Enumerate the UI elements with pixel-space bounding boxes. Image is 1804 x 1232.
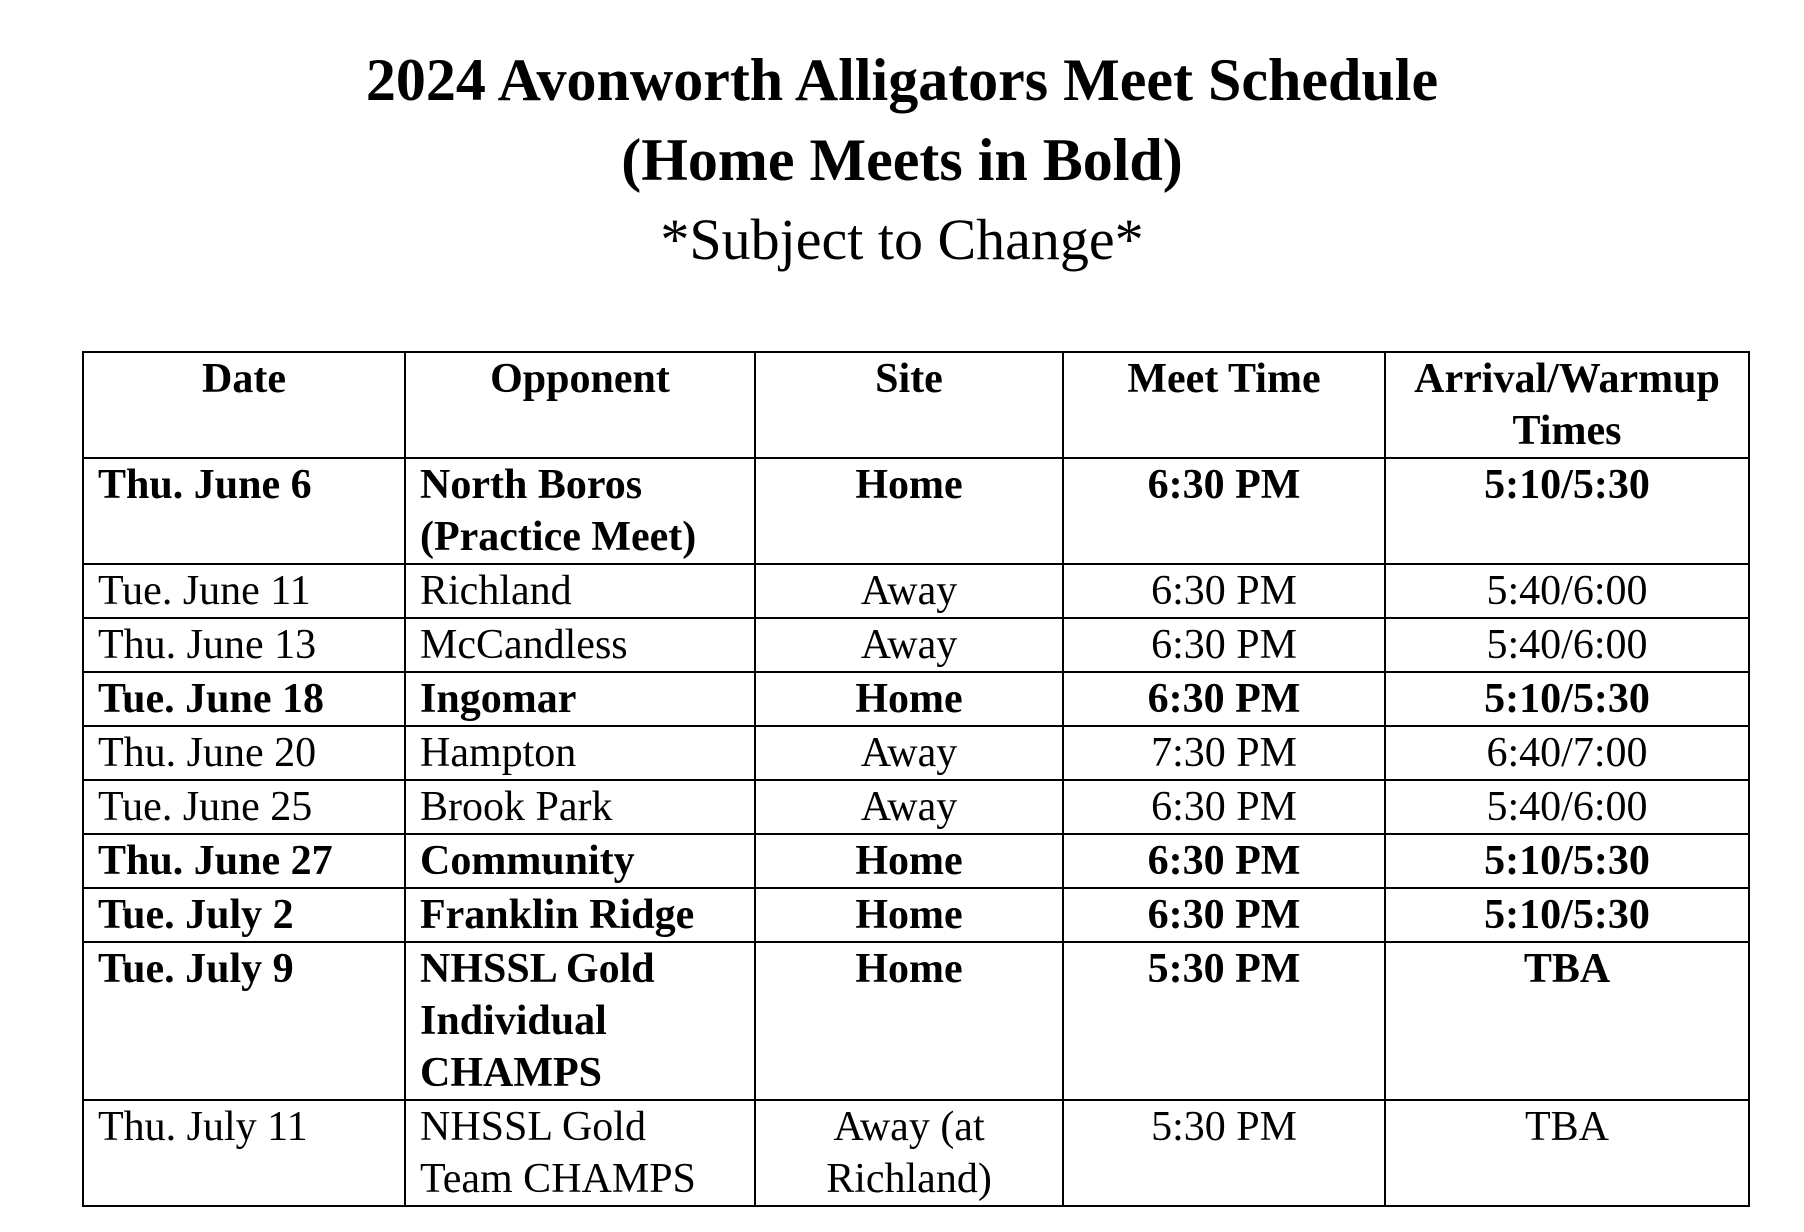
site-cell: Away (755, 726, 1063, 780)
date-cell: Tue. July 9 (83, 942, 405, 1100)
meet-time-cell: 6:30 PM (1063, 672, 1385, 726)
date-cell: Tue. June 25 (83, 780, 405, 834)
meet-time-cell: 5:30 PM (1063, 1100, 1385, 1206)
meet-schedule-table (82, 351, 1750, 1207)
table-row (83, 834, 1749, 888)
opponent-cell: NHSSL Gold Individual CHAMPS (405, 942, 755, 1100)
opponent-cell: Ingomar (405, 672, 755, 726)
column-header-meet-time: Meet Time (1063, 352, 1385, 458)
opponent-cell: Community (405, 834, 755, 888)
date-cell: Tue. July 2 (83, 888, 405, 942)
arrival-cell: TBA (1385, 942, 1749, 1100)
meet-time-cell: 6:30 PM (1063, 458, 1385, 564)
table-row (83, 780, 1749, 834)
site-cell: Home (755, 672, 1063, 726)
column-header-site: Site (755, 352, 1063, 458)
opponent-cell: Hampton (405, 726, 755, 780)
opponent-cell: Richland (405, 564, 755, 618)
meet-time-cell: 6:30 PM (1063, 888, 1385, 942)
table-row (83, 564, 1749, 618)
meet-time-cell: 5:30 PM (1063, 942, 1385, 1100)
opponent-cell: North Boros (Practice Meet) (405, 458, 755, 564)
meet-time-cell: 7:30 PM (1063, 726, 1385, 780)
site-cell: Home (755, 942, 1063, 1100)
date-cell: Thu. June 20 (83, 726, 405, 780)
opponent-cell: McCandless (405, 618, 755, 672)
document-title: 2024 Avonworth Alligators Meet Schedule (365, 47, 1439, 113)
opponent-cell: NHSSL Gold Team CHAMPS (405, 1100, 755, 1206)
table-row (83, 1100, 1749, 1206)
document-header (0, 40, 1804, 280)
site-cell: Away (755, 618, 1063, 672)
site-cell: Home (755, 458, 1063, 564)
table-row (83, 618, 1749, 672)
arrival-cell: 5:40/6:00 (1385, 564, 1749, 618)
opponent-cell: Brook Park (405, 780, 755, 834)
arrival-cell: 5:10/5:30 (1385, 834, 1749, 888)
column-header-date: Date (83, 352, 405, 458)
arrival-cell: 6:40/7:00 (1385, 726, 1749, 780)
arrival-cell: 5:40/6:00 (1385, 780, 1749, 834)
date-cell: Tue. June 18 (83, 672, 405, 726)
date-cell: Thu. June 6 (83, 458, 405, 564)
schedule-body (83, 458, 1749, 1206)
table-row (83, 672, 1749, 726)
date-cell: Thu. June 13 (83, 618, 405, 672)
table-row (83, 458, 1749, 564)
date-cell: Thu. July 11 (83, 1100, 405, 1206)
arrival-cell: TBA (1385, 1100, 1749, 1206)
meet-time-cell: 6:30 PM (1063, 834, 1385, 888)
table-row (83, 888, 1749, 942)
site-cell: Away (at Richland) (755, 1100, 1063, 1206)
arrival-cell: 5:40/6:00 (1385, 618, 1749, 672)
date-cell: Thu. June 27 (83, 834, 405, 888)
change-note: *Subject to Change* (660, 207, 1144, 272)
site-cell: Away (755, 780, 1063, 834)
date-cell: Tue. June 11 (83, 564, 405, 618)
column-header-opponent: Opponent (405, 352, 755, 458)
arrival-cell: 5:10/5:30 (1385, 672, 1749, 726)
meet-time-cell: 6:30 PM (1063, 564, 1385, 618)
meet-time-cell: 6:30 PM (1063, 618, 1385, 672)
meet-time-cell: 6:30 PM (1063, 780, 1385, 834)
site-cell: Away (755, 564, 1063, 618)
document-subtitle: (Home Meets in Bold) (621, 127, 1183, 193)
column-header-arrival: Arrival/Warmup Times (1385, 352, 1749, 458)
site-cell: Home (755, 888, 1063, 942)
arrival-cell: 5:10/5:30 (1385, 888, 1749, 942)
arrival-cell: 5:10/5:30 (1385, 458, 1749, 564)
table-row (83, 942, 1749, 1100)
site-cell: Home (755, 834, 1063, 888)
opponent-cell: Franklin Ridge (405, 888, 755, 942)
header-row (83, 352, 1749, 458)
table-row (83, 726, 1749, 780)
